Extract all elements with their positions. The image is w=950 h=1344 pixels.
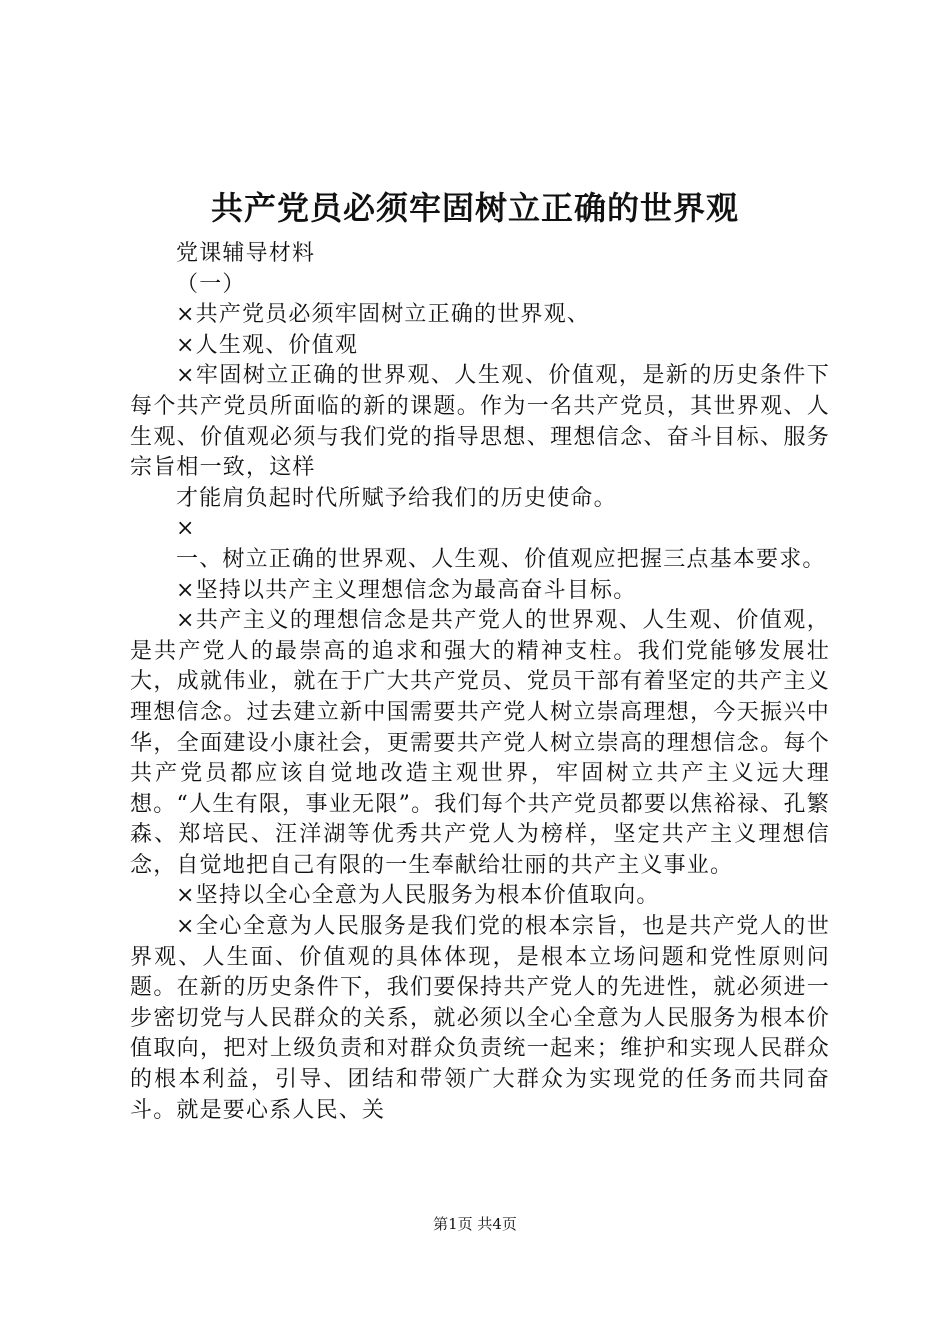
paragraph: ×全心全意为人民服务是我们党的根本宗旨，也是共产党人的世界观、人生面、价值观的具体体现，是根本立场问题和党性原则问题。在新的历史条件下，我们要保持共产党人的先进性，就必须进一步密切党与人民群众的关系，就必须以全心全意为人民服务为根本价值取向，把对上级负责和对群众负责统一起来；维护和实现人民群众的根本利益，引导、团结和带领广大群众为实现党的任务而共同奋斗。就是要心系人民、关: [130, 914, 830, 1123]
page-number-footer: 第1页 共4页: [433, 1215, 517, 1233]
paragraph: ×共产党员必须牢固树立正确的世界观、: [176, 302, 591, 328]
paragraph: ×坚持以共产主义理想信念为最高奋斗目标。: [176, 577, 637, 603]
paragraph-section-marker: （一）: [176, 271, 246, 297]
paragraph: ×人生观、价值观: [176, 332, 359, 358]
document-title: 共产党员必须牢固树立正确的世界观: [210, 189, 739, 227]
paragraph: 才能肩负起时代所赋予给我们的历史使命。: [176, 485, 617, 511]
paragraph: ×共产主义的理想信念是共产党人的世界观、人生观、价值观，是共产党人的最崇高的追求和强大的精神支柱。我们党能够发展壮大，成就伟业，就在于广大共产党员、党员干部有着坚定的共产主义理想信念。过去建立新中国需要共产党人树立崇高理想，今天振兴中华，全面建设小康社会，更需要共产党人树立崇高的理想信念。每个共产党员都应该自觉地改造主观世界，牢固树立共产主义远大理想。“人生有限，事业无限”。我们每个共产党员都要以焦裕禄、孔繁森、郑培民、汪洋湖等优秀共产党人为榜样，坚定共产主义理想信念，自觉地把自己有限的一生奉献给壮丽的共产主义事业。: [130, 608, 830, 878]
paragraph-subtitle: 党课辅导材料: [176, 241, 316, 266]
paragraph-heading: 一、树立正确的世界观、人生观、价值观应把握三点基本要求。: [176, 546, 826, 572]
paragraph: ×坚持以全心全意为人民服务为根本价值取向。: [176, 883, 660, 909]
paragraph: ×: [176, 516, 196, 542]
paragraph: ×牢固树立正确的世界观、人生观、价值观，是新的历史条件下每个共产党员所面临的新的课题。作为一名共产党员，其世界观、人生观、价值观必须与我们党的指导思想、理想信念、奋斗目标、服务宗旨相一致，这样: [130, 363, 830, 481]
document-body: [130, 239, 830, 1126]
